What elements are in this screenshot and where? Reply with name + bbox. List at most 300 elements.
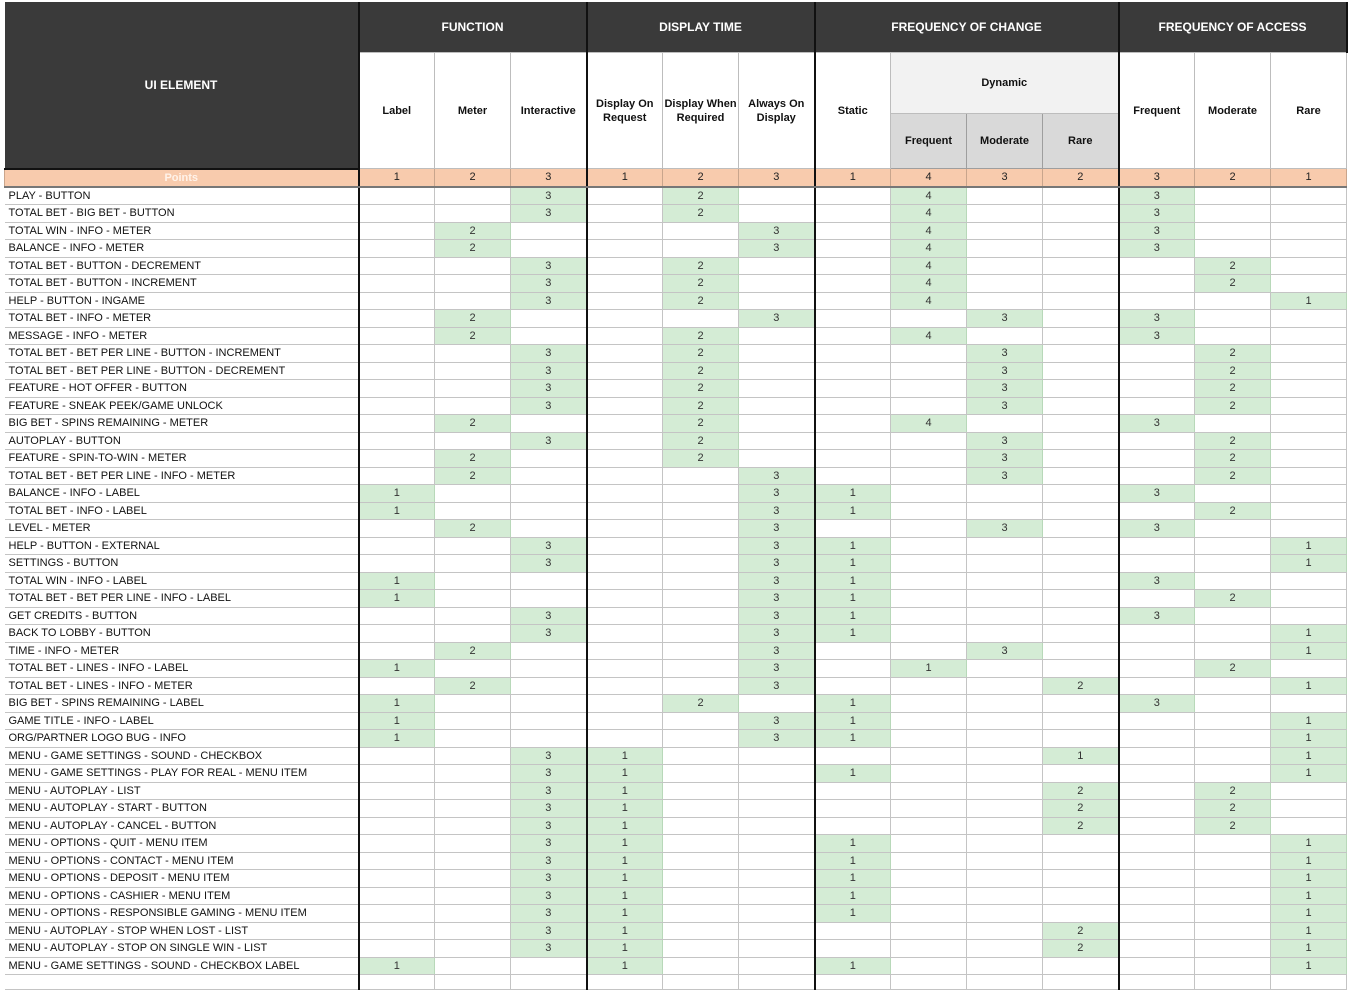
score-cell bbox=[435, 572, 511, 590]
score-cell bbox=[1119, 345, 1195, 363]
score-cell bbox=[1043, 327, 1119, 345]
score-cell bbox=[435, 817, 511, 835]
score-cell: 1 bbox=[815, 957, 891, 975]
score-cell: 2 bbox=[1195, 380, 1271, 398]
row-ui-element-name: HELP - BUTTON - INGAME bbox=[5, 292, 359, 310]
row-ui-element-name: ORG/PARTNER LOGO BUG - INFO bbox=[5, 730, 359, 748]
score-cell: 2 bbox=[663, 275, 739, 293]
score-cell bbox=[1119, 800, 1195, 818]
row-ui-element-name: MENU - AUTOPLAY - STOP WHEN LOST - LIST bbox=[5, 922, 359, 940]
score-cell bbox=[815, 187, 891, 205]
score-cell: 1 bbox=[587, 870, 663, 888]
score-cell: 1 bbox=[587, 922, 663, 940]
row-ui-element-name: MENU - OPTIONS - CASHIER - MENU ITEM bbox=[5, 887, 359, 905]
score-cell bbox=[739, 765, 815, 783]
score-cell: 3 bbox=[739, 677, 815, 695]
score-cell bbox=[1195, 695, 1271, 713]
score-cell: 3 bbox=[1119, 485, 1195, 503]
display-time-group-header: DISPLAY TIME bbox=[587, 2, 815, 53]
score-cell bbox=[1195, 730, 1271, 748]
score-cell bbox=[511, 695, 587, 713]
score-cell bbox=[815, 327, 891, 345]
score-cell: 1 bbox=[815, 625, 891, 643]
score-cell bbox=[359, 835, 435, 853]
table-row bbox=[5, 537, 1347, 555]
score-cell: 3 bbox=[511, 275, 587, 293]
score-cell bbox=[1043, 187, 1119, 205]
score-cell bbox=[663, 485, 739, 503]
score-cell bbox=[967, 292, 1043, 310]
row-ui-element-name: BACK TO LOBBY - BUTTON bbox=[5, 625, 359, 643]
score-cell: 1 bbox=[815, 485, 891, 503]
score-cell: 3 bbox=[967, 380, 1043, 398]
score-cell bbox=[587, 660, 663, 678]
score-cell bbox=[967, 485, 1043, 503]
points-value: 4 bbox=[891, 169, 967, 187]
score-cell: 1 bbox=[815, 555, 891, 573]
score-cell bbox=[359, 292, 435, 310]
score-cell bbox=[1195, 520, 1271, 538]
score-cell bbox=[739, 940, 815, 958]
score-cell bbox=[739, 695, 815, 713]
score-cell bbox=[891, 537, 967, 555]
score-cell bbox=[1271, 345, 1347, 363]
blank-cell bbox=[739, 975, 815, 990]
score-cell bbox=[587, 712, 663, 730]
score-cell bbox=[739, 835, 815, 853]
score-cell: 1 bbox=[891, 660, 967, 678]
score-cell: 2 bbox=[1195, 432, 1271, 450]
score-cell: 1 bbox=[359, 660, 435, 678]
score-cell: 1 bbox=[815, 765, 891, 783]
score-cell: 1 bbox=[1043, 747, 1119, 765]
score-cell bbox=[891, 607, 967, 625]
score-cell bbox=[1043, 222, 1119, 240]
score-cell bbox=[1271, 485, 1347, 503]
table-row bbox=[5, 310, 1347, 328]
score-cell bbox=[891, 695, 967, 713]
score-cell: 3 bbox=[511, 607, 587, 625]
score-cell bbox=[511, 660, 587, 678]
col-access-frequent-header: Frequent bbox=[1119, 53, 1195, 169]
table-row bbox=[5, 467, 1347, 485]
score-cell bbox=[1043, 607, 1119, 625]
row-ui-element-name: PLAY - BUTTON bbox=[5, 187, 359, 205]
score-cell bbox=[891, 380, 967, 398]
score-cell bbox=[1271, 572, 1347, 590]
ui-element-header: UI ELEMENT bbox=[5, 2, 359, 169]
table-row bbox=[5, 765, 1347, 783]
score-cell bbox=[435, 502, 511, 520]
score-cell bbox=[663, 887, 739, 905]
score-cell: 2 bbox=[1195, 450, 1271, 468]
score-cell: 1 bbox=[1271, 835, 1347, 853]
score-cell bbox=[1195, 642, 1271, 660]
score-cell bbox=[815, 292, 891, 310]
col-access-rare-header: Rare bbox=[1271, 53, 1347, 169]
table-row bbox=[5, 397, 1347, 415]
score-cell bbox=[587, 485, 663, 503]
matrix-container bbox=[4, 2, 1348, 990]
blank-cell bbox=[967, 975, 1043, 990]
score-cell: 3 bbox=[967, 467, 1043, 485]
score-cell bbox=[815, 432, 891, 450]
score-cell bbox=[587, 310, 663, 328]
table-row bbox=[5, 240, 1347, 258]
row-ui-element-name: LEVEL - METER bbox=[5, 520, 359, 538]
score-cell bbox=[815, 660, 891, 678]
score-cell bbox=[663, 905, 739, 923]
score-cell bbox=[1195, 415, 1271, 433]
table-row bbox=[5, 275, 1347, 293]
table-row bbox=[5, 870, 1347, 888]
score-cell bbox=[359, 817, 435, 835]
score-cell bbox=[815, 677, 891, 695]
score-cell: 2 bbox=[1195, 345, 1271, 363]
score-cell bbox=[359, 537, 435, 555]
score-cell bbox=[1119, 835, 1195, 853]
score-cell: 1 bbox=[815, 730, 891, 748]
score-cell: 3 bbox=[967, 310, 1043, 328]
row-ui-element-name: MENU - GAME SETTINGS - SOUND - CHECKBOX LABEL bbox=[5, 957, 359, 975]
score-cell: 1 bbox=[815, 695, 891, 713]
score-cell bbox=[587, 450, 663, 468]
score-cell bbox=[663, 240, 739, 258]
table-row bbox=[5, 817, 1347, 835]
score-cell bbox=[891, 887, 967, 905]
score-cell bbox=[663, 520, 739, 538]
score-cell bbox=[891, 450, 967, 468]
row-ui-element-name: MENU - AUTOPLAY - LIST bbox=[5, 782, 359, 800]
score-cell: 1 bbox=[815, 905, 891, 923]
score-cell bbox=[359, 222, 435, 240]
score-cell bbox=[435, 695, 511, 713]
score-cell bbox=[1271, 310, 1347, 328]
score-cell bbox=[1271, 450, 1347, 468]
score-cell bbox=[511, 222, 587, 240]
score-cell bbox=[435, 922, 511, 940]
score-cell: 3 bbox=[967, 520, 1043, 538]
score-cell bbox=[1119, 887, 1195, 905]
score-cell bbox=[587, 607, 663, 625]
score-cell bbox=[891, 940, 967, 958]
score-cell: 1 bbox=[815, 502, 891, 520]
score-cell bbox=[815, 222, 891, 240]
score-cell bbox=[359, 362, 435, 380]
score-cell: 1 bbox=[359, 730, 435, 748]
score-cell bbox=[359, 275, 435, 293]
score-cell bbox=[435, 537, 511, 555]
blank-cell bbox=[587, 975, 663, 990]
score-cell bbox=[815, 747, 891, 765]
table-row bbox=[5, 800, 1347, 818]
score-cell bbox=[1271, 275, 1347, 293]
score-cell: 4 bbox=[891, 327, 967, 345]
score-cell bbox=[587, 327, 663, 345]
score-cell: 2 bbox=[1195, 590, 1271, 608]
score-cell bbox=[891, 625, 967, 643]
score-cell bbox=[1119, 870, 1195, 888]
score-cell bbox=[891, 835, 967, 853]
score-cell: 2 bbox=[1195, 362, 1271, 380]
table-row bbox=[5, 887, 1347, 905]
score-cell bbox=[587, 537, 663, 555]
blank-cell bbox=[891, 975, 967, 990]
score-cell bbox=[359, 625, 435, 643]
table-row bbox=[5, 345, 1347, 363]
blank-cell bbox=[5, 975, 359, 990]
score-cell bbox=[359, 240, 435, 258]
score-cell bbox=[1271, 695, 1347, 713]
blank-cell bbox=[1043, 975, 1119, 990]
score-cell bbox=[359, 327, 435, 345]
blank-cell bbox=[815, 975, 891, 990]
score-cell bbox=[587, 362, 663, 380]
score-cell bbox=[587, 345, 663, 363]
score-cell bbox=[435, 485, 511, 503]
score-cell bbox=[1043, 345, 1119, 363]
matrix-body bbox=[5, 169, 1347, 990]
score-cell bbox=[891, 765, 967, 783]
score-cell bbox=[739, 922, 815, 940]
score-cell: 3 bbox=[511, 257, 587, 275]
table-row bbox=[5, 852, 1347, 870]
score-cell: 3 bbox=[511, 397, 587, 415]
score-cell: 2 bbox=[1195, 817, 1271, 835]
score-cell bbox=[1043, 887, 1119, 905]
score-cell: 1 bbox=[815, 852, 891, 870]
score-cell bbox=[587, 257, 663, 275]
score-cell: 2 bbox=[435, 642, 511, 660]
table-row bbox=[5, 590, 1347, 608]
row-ui-element-name: MENU - GAME SETTINGS - SOUND - CHECKBOX bbox=[5, 747, 359, 765]
score-cell bbox=[359, 642, 435, 660]
score-cell bbox=[663, 310, 739, 328]
score-cell: 3 bbox=[511, 800, 587, 818]
score-cell bbox=[587, 432, 663, 450]
score-cell: 3 bbox=[739, 520, 815, 538]
score-cell bbox=[891, 712, 967, 730]
function-group-header: FUNCTION bbox=[359, 2, 587, 53]
score-cell: 1 bbox=[815, 537, 891, 555]
score-cell bbox=[663, 537, 739, 555]
score-cell bbox=[663, 817, 739, 835]
table-row bbox=[5, 695, 1347, 713]
score-cell bbox=[511, 485, 587, 503]
score-cell: 1 bbox=[587, 835, 663, 853]
score-cell bbox=[739, 362, 815, 380]
points-value: 2 bbox=[663, 169, 739, 187]
score-cell bbox=[815, 205, 891, 223]
score-cell bbox=[1119, 450, 1195, 468]
row-ui-element-name: MENU - OPTIONS - DEPOSIT - MENU ITEM bbox=[5, 870, 359, 888]
score-cell: 1 bbox=[587, 765, 663, 783]
col-static-header: Static bbox=[815, 53, 891, 169]
score-cell: 1 bbox=[587, 782, 663, 800]
points-value: 2 bbox=[435, 169, 511, 187]
score-cell bbox=[891, 572, 967, 590]
row-ui-element-name: GAME TITLE - INFO - LABEL bbox=[5, 712, 359, 730]
table-row bbox=[5, 502, 1347, 520]
row-ui-element-name: MENU - OPTIONS - QUIT - MENU ITEM bbox=[5, 835, 359, 853]
score-cell bbox=[967, 607, 1043, 625]
score-cell: 1 bbox=[587, 940, 663, 958]
score-cell bbox=[511, 310, 587, 328]
score-cell bbox=[1195, 537, 1271, 555]
score-cell bbox=[739, 205, 815, 223]
score-cell bbox=[511, 327, 587, 345]
score-cell: 1 bbox=[1271, 870, 1347, 888]
score-cell bbox=[815, 642, 891, 660]
score-cell bbox=[891, 800, 967, 818]
score-cell bbox=[1271, 257, 1347, 275]
score-cell: 2 bbox=[663, 205, 739, 223]
score-cell bbox=[1119, 467, 1195, 485]
score-cell bbox=[587, 467, 663, 485]
score-cell bbox=[663, 572, 739, 590]
row-ui-element-name: HELP - BUTTON - EXTERNAL bbox=[5, 537, 359, 555]
score-cell bbox=[815, 520, 891, 538]
score-cell: 2 bbox=[435, 677, 511, 695]
score-cell bbox=[435, 625, 511, 643]
table-row bbox=[5, 712, 1347, 730]
score-cell bbox=[435, 835, 511, 853]
score-cell bbox=[815, 782, 891, 800]
score-cell bbox=[1195, 887, 1271, 905]
score-cell bbox=[359, 870, 435, 888]
row-ui-element-name: TOTAL BET - BET PER LINE - BUTTON - DECREMENT bbox=[5, 362, 359, 380]
score-cell bbox=[663, 765, 739, 783]
col-meter-header: Meter bbox=[435, 53, 511, 169]
table-row bbox=[5, 572, 1347, 590]
score-cell bbox=[967, 905, 1043, 923]
score-cell: 1 bbox=[587, 747, 663, 765]
score-cell bbox=[1043, 555, 1119, 573]
score-cell bbox=[663, 712, 739, 730]
col-interactive-header: Interactive bbox=[511, 53, 587, 169]
score-cell bbox=[1195, 905, 1271, 923]
score-cell bbox=[1195, 485, 1271, 503]
score-cell bbox=[435, 380, 511, 398]
score-cell: 3 bbox=[739, 572, 815, 590]
score-cell: 2 bbox=[663, 257, 739, 275]
blank-row bbox=[5, 975, 1347, 990]
row-ui-element-name: FEATURE - HOT OFFER - BUTTON bbox=[5, 380, 359, 398]
score-cell bbox=[1195, 922, 1271, 940]
col-display-when-required-header: Display When Required bbox=[663, 53, 739, 169]
row-ui-element-name: TIME - INFO - METER bbox=[5, 642, 359, 660]
score-cell bbox=[967, 222, 1043, 240]
score-cell bbox=[359, 467, 435, 485]
score-cell bbox=[359, 257, 435, 275]
score-cell bbox=[663, 747, 739, 765]
score-cell: 1 bbox=[359, 502, 435, 520]
score-cell bbox=[663, 730, 739, 748]
score-cell: 3 bbox=[967, 397, 1043, 415]
table-row bbox=[5, 327, 1347, 345]
score-cell bbox=[1119, 642, 1195, 660]
score-cell bbox=[739, 380, 815, 398]
score-cell bbox=[1195, 310, 1271, 328]
score-cell bbox=[739, 345, 815, 363]
score-cell bbox=[663, 607, 739, 625]
score-cell bbox=[435, 940, 511, 958]
score-cell: 2 bbox=[1195, 275, 1271, 293]
points-value: 3 bbox=[1119, 169, 1195, 187]
score-cell: 4 bbox=[891, 292, 967, 310]
score-cell: 4 bbox=[891, 240, 967, 258]
score-cell bbox=[663, 870, 739, 888]
score-cell bbox=[1271, 800, 1347, 818]
score-cell: 4 bbox=[891, 205, 967, 223]
score-cell: 3 bbox=[1119, 222, 1195, 240]
points-value: 1 bbox=[359, 169, 435, 187]
score-cell bbox=[739, 870, 815, 888]
score-cell: 2 bbox=[435, 240, 511, 258]
score-cell: 1 bbox=[1271, 887, 1347, 905]
points-row bbox=[5, 169, 1347, 187]
score-cell bbox=[511, 240, 587, 258]
score-cell bbox=[967, 257, 1043, 275]
score-cell bbox=[1271, 817, 1347, 835]
score-cell: 2 bbox=[1043, 922, 1119, 940]
score-cell bbox=[435, 607, 511, 625]
score-cell bbox=[663, 800, 739, 818]
score-cell: 1 bbox=[1271, 922, 1347, 940]
score-cell: 1 bbox=[359, 695, 435, 713]
score-cell: 3 bbox=[511, 380, 587, 398]
score-cell bbox=[1043, 712, 1119, 730]
score-cell: 3 bbox=[1119, 572, 1195, 590]
table-row bbox=[5, 555, 1347, 573]
score-cell bbox=[739, 957, 815, 975]
score-cell: 1 bbox=[587, 957, 663, 975]
score-cell: 2 bbox=[435, 415, 511, 433]
score-cell bbox=[663, 222, 739, 240]
row-ui-element-name: TOTAL BET - BET PER LINE - INFO - METER bbox=[5, 467, 359, 485]
score-cell: 3 bbox=[1119, 327, 1195, 345]
score-cell bbox=[359, 520, 435, 538]
score-cell: 2 bbox=[1195, 502, 1271, 520]
score-cell: 2 bbox=[1043, 940, 1119, 958]
score-cell bbox=[967, 817, 1043, 835]
score-cell: 2 bbox=[663, 187, 739, 205]
score-cell: 3 bbox=[739, 712, 815, 730]
score-cell bbox=[435, 870, 511, 888]
score-cell bbox=[435, 957, 511, 975]
score-cell bbox=[739, 450, 815, 468]
row-ui-element-name: MENU - AUTOPLAY - STOP ON SINGLE WIN - LIST bbox=[5, 940, 359, 958]
score-cell: 3 bbox=[1119, 310, 1195, 328]
score-cell bbox=[587, 240, 663, 258]
score-cell: 3 bbox=[1119, 205, 1195, 223]
score-cell: 2 bbox=[1195, 467, 1271, 485]
score-cell bbox=[1043, 485, 1119, 503]
score-cell: 1 bbox=[359, 485, 435, 503]
score-cell: 2 bbox=[435, 467, 511, 485]
score-cell bbox=[739, 782, 815, 800]
ui-element-matrix-table bbox=[4, 2, 1348, 990]
score-cell bbox=[891, 922, 967, 940]
score-cell bbox=[1043, 362, 1119, 380]
score-cell: 3 bbox=[1119, 240, 1195, 258]
table-row bbox=[5, 450, 1347, 468]
score-cell bbox=[587, 555, 663, 573]
score-cell bbox=[435, 205, 511, 223]
score-cell bbox=[511, 957, 587, 975]
score-cell bbox=[967, 327, 1043, 345]
score-cell bbox=[435, 292, 511, 310]
